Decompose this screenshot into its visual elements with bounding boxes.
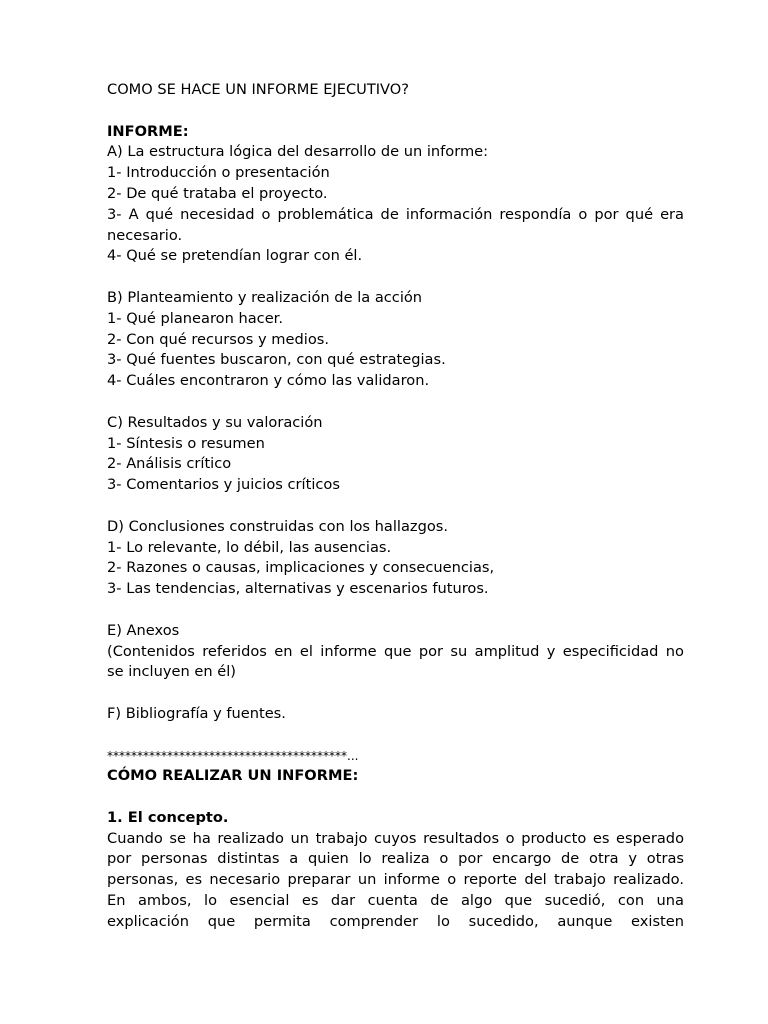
section-c-item: 2- Análisis crítico — [107, 455, 232, 473]
spacer — [107, 683, 684, 704]
spacer — [107, 787, 684, 808]
section-e-note: (Contenidos referidos en el informe que por su amplitud y especificidad no — [107, 642, 684, 660]
document-title: COMO SE HACE UN INFORME EJECUTIVO? — [107, 81, 409, 98]
section-b-item: 4- Cuáles encontraron y cómo las validaron. — [107, 372, 430, 390]
concept-line: por personas distintas a quien lo realiza o por encargo de otra y otras — [107, 850, 684, 868]
section-d-item: 2- Razones o causas, implicaciones y consecuencias, — [107, 559, 495, 577]
concept-heading: 1. El concepto. — [107, 808, 229, 826]
section-c-heading: C) Resultados y su valoración — [107, 413, 323, 431]
section-a-heading: A) La estructura lógica del desarrollo de un informe: — [107, 143, 489, 161]
section-e-note: se incluyen en él) — [107, 663, 236, 681]
spacer — [107, 600, 684, 621]
concept-line: En ambos, lo esencial es dar cuenta de algo que sucedió, con una — [107, 892, 684, 910]
section-b-heading: B) Planteamiento y realización de la acción — [107, 288, 423, 306]
second-title: CÓMO REALIZAR UN INFORME: — [107, 767, 359, 785]
concept-line: explicación que permita comprender lo sucedido, aunque existen — [107, 912, 684, 930]
section-a-item: 2- De qué trataba el proyecto. — [107, 184, 328, 202]
section-b-item: 3- Qué fuentes buscaron, con qué estrategias. — [107, 351, 446, 369]
document-page — [107, 80, 684, 933]
spacer — [107, 496, 684, 517]
spacer — [107, 101, 684, 122]
informe-heading: INFORME: — [107, 122, 189, 140]
spacer — [107, 725, 684, 746]
section-d-item: 1- Lo relevante, lo débil, las ausencias. — [107, 538, 392, 556]
section-f-heading: F) Bibliografía y fuentes. — [107, 704, 286, 722]
section-a-item: necesario. — [107, 226, 183, 244]
section-a-item: 1- Introducción o presentación — [107, 164, 330, 182]
section-b-item: 2- Con qué recursos y medios. — [107, 330, 329, 348]
spacer — [107, 392, 684, 413]
section-d-heading: D) Conclusiones construidas con los hallazgos. — [107, 517, 449, 535]
concept-line: personas, es necesario preparar un informe o reporte del trabajo realizado. — [107, 871, 684, 889]
section-d-item: 3- Las tendencias, alternativas y escenarios futuros. — [107, 580, 489, 598]
separator-line: ****************************************... — [107, 748, 359, 763]
spacer — [107, 267, 684, 288]
section-a-item: 4- Qué se pretendían lograr con él. — [107, 247, 363, 265]
section-b-item: 1- Qué planearon hacer. — [107, 309, 283, 327]
section-c-item: 3- Comentarios y juicios críticos — [107, 476, 340, 494]
section-c-item: 1- Síntesis o resumen — [107, 434, 265, 452]
concept-line: Cuando se ha realizado un trabajo cuyos resultados o producto es esperado — [107, 829, 684, 847]
section-a-item: 3- A qué necesidad o problemática de información respondía o por qué era — [107, 205, 684, 223]
section-e-heading: E) Anexos — [107, 621, 180, 639]
